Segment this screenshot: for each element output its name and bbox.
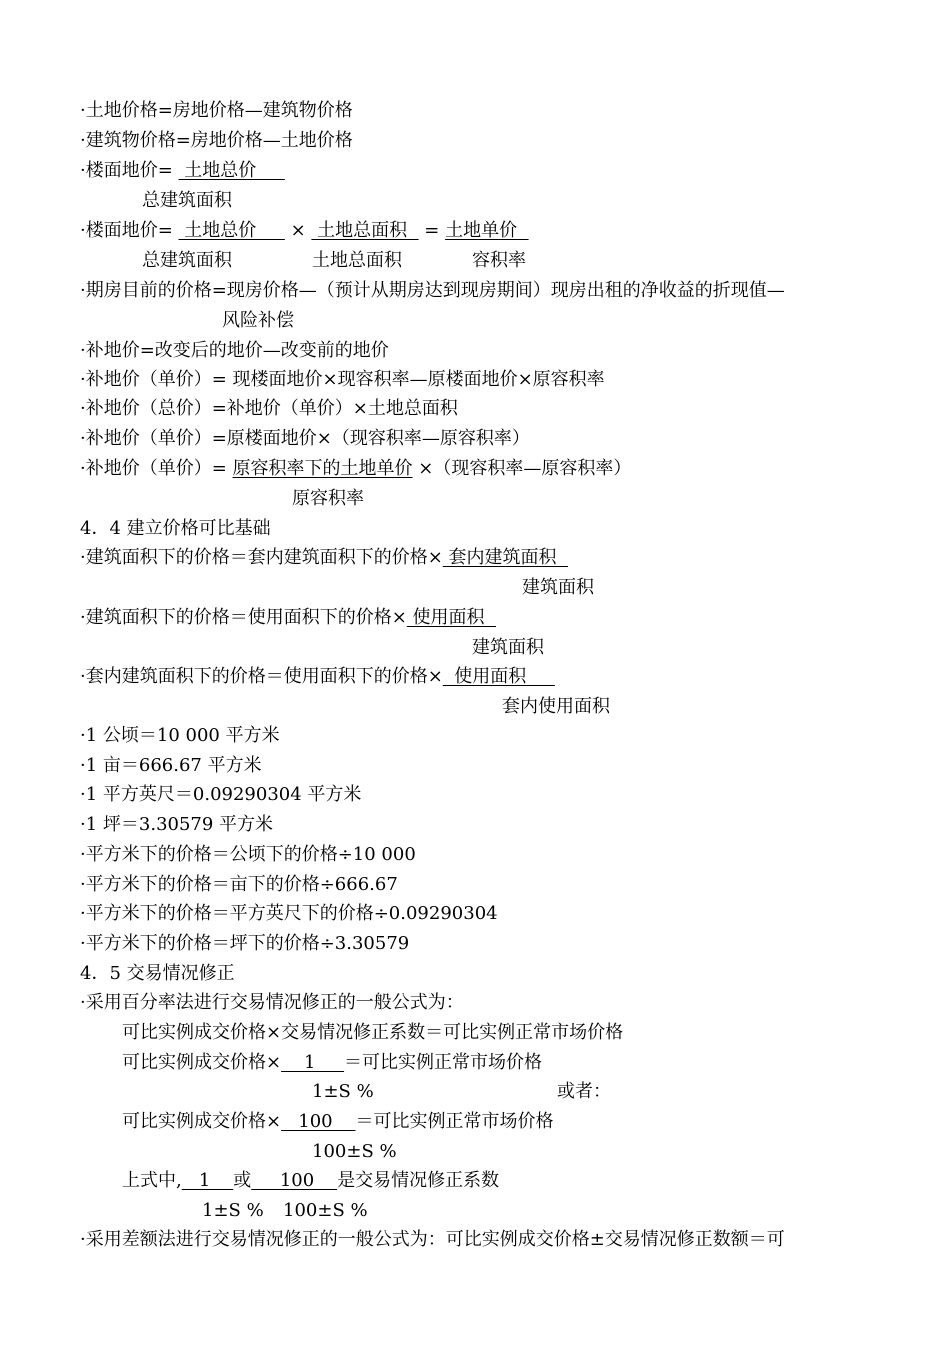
formula-gross-area-price (80, 547, 568, 569)
formula-continuation: 风险补偿 (222, 310, 294, 331)
formula-presale-price: ·期房目前的价格=现房价格—（预计从期房达到现房期间）现房出租的净收益的折现值— (80, 280, 785, 301)
denominator: 套内使用面积 (502, 696, 610, 717)
or-label: 或者： (557, 1081, 611, 1102)
price-conversion-mu: ·平方米下的价格＝亩下的价格÷666.67 (80, 874, 398, 895)
difference-method-intro: ·采用差额法进行交易情况修正的一般公式为：可比实例成交价格±交易情况修正数额＝可 (80, 1229, 785, 1250)
formula-floor-land-price (80, 160, 285, 182)
formula-label: ·套内建筑面积下的价格＝使用面积下的价格× (80, 666, 443, 687)
denominator: 总建筑面积 (142, 250, 232, 271)
formula-land-premium-unit-3 (80, 458, 631, 480)
denominator: 原容积率 (292, 488, 364, 509)
formula-rest: ＝可比实例正常市场价格 (355, 1111, 554, 1132)
percentage-method-intro: ·采用百分率法进行交易情况修正的一般公式为： (80, 992, 464, 1013)
denominator: 土地总面积 (312, 250, 402, 271)
price-conversion-hectare: ·平方米下的价格＝公顷下的价格÷10 000 (80, 844, 416, 865)
adjustment-coefficient-note (122, 1170, 499, 1192)
formula-rest: ＝可比实例正常市场价格 (344, 1052, 543, 1073)
formula-gross-area-price-2 (80, 607, 496, 629)
formula-label: ·补地价（单价）= (80, 458, 233, 479)
denominator: 1±S % (202, 1200, 264, 1221)
formula-inner-area-price (80, 666, 555, 688)
unit-conversion-ping: ·1 坪＝3.30579 平方米 (80, 814, 274, 835)
formula-transaction-adjust-3 (122, 1111, 554, 1133)
price-conversion-ping: ·平方米下的价格＝坪下的价格÷3.30579 (80, 933, 410, 954)
unit-conversion-mu: ·1 亩＝666.67 平方米 (80, 755, 262, 776)
numerator: 土地总面积 (311, 220, 419, 241)
denominator: 容积率 (472, 250, 526, 271)
unit-conversion-hectare: ·1 公顷＝10 000 平方米 (80, 725, 280, 746)
numerator: 原容积率下的土地单价 (232, 458, 413, 479)
numerator: 100 (281, 1111, 356, 1132)
unit-conversion-sqft: ·1 平方英尺＝0.09290304 平方米 (80, 784, 362, 805)
formula-land-premium: ·补地价=改变后的地价—改变前的地价 (80, 340, 389, 361)
numerator: 土地总价 (178, 220, 285, 241)
formula-transaction-adjust: 可比实例成交价格×交易情况修正系数＝可比实例正常市场价格 (122, 1022, 624, 1043)
numerator: 土地单价 (445, 220, 529, 241)
denominator: 总建筑面积 (142, 190, 232, 211)
formula-transaction-adjust-2 (122, 1052, 542, 1074)
denominator: 100±S % (283, 1200, 368, 1221)
formula-label: 可比实例成交价格× (122, 1052, 282, 1073)
denominator: 1±S % (312, 1081, 374, 1102)
section-heading-4-4: 4．4 建立价格可比基础 (80, 518, 271, 539)
numerator: 1 (181, 1170, 234, 1191)
formula-label: 可比实例成交价格× (122, 1111, 282, 1132)
denominator: 100±S % (312, 1141, 397, 1162)
formula-land-premium-unit: ·补地价（单价）= 现楼面地价×现容积率—原楼面地价×原容积率 (80, 369, 605, 390)
note-label: 上式中, (122, 1170, 182, 1191)
denominator: 建筑面积 (472, 637, 544, 658)
numerator: 土地总价 (178, 160, 285, 181)
formula-label: ·建筑面积下的价格＝套内建筑面积下的价格× (80, 547, 443, 568)
denominator: 建筑面积 (522, 577, 594, 598)
operator: = (418, 220, 446, 241)
numerator: 100 (251, 1170, 338, 1191)
formula-rest: ×（现容积率—原容积率） (412, 458, 632, 479)
formula-label: ·楼面地价= (80, 160, 179, 181)
operator: × (284, 220, 312, 241)
price-conversion-sqft: ·平方米下的价格＝平方英尺下的价格÷0.09290304 (80, 903, 498, 924)
formula-floor-land-price-2 (80, 220, 529, 242)
formula-building-price: ·建筑物价格=房地价格—土地价格 (80, 130, 353, 151)
numerator: 1 (281, 1052, 345, 1073)
formula-land-price: ·土地价格=房地价格—建筑物价格 (80, 100, 353, 121)
formula-label: ·楼面地价= (80, 220, 179, 241)
section-heading-4-5: 4．5 交易情况修正 (80, 963, 235, 984)
numerator: 套内建筑面积 (442, 547, 568, 568)
numerator: 使用面积 (442, 666, 555, 687)
note-rest: 是交易情况修正系数 (337, 1170, 500, 1191)
formula-label: ·建筑面积下的价格＝使用面积下的价格× (80, 607, 407, 628)
formula-land-premium-unit-2: ·补地价（单价）=原楼面地价×（现容积率—原容积率） (80, 428, 530, 449)
or-label: 或 (233, 1170, 252, 1191)
formula-land-premium-total: ·补地价（总价）=补地价（单价）×土地总面积 (80, 398, 458, 419)
numerator: 使用面积 (406, 607, 496, 628)
